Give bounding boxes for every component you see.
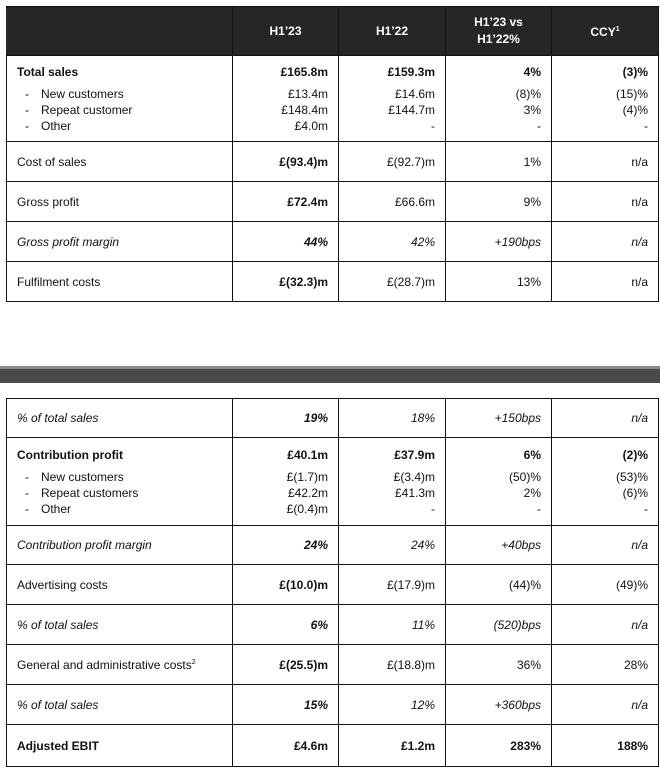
cell-h1-23: 6% [233,605,339,645]
value-sub: - [537,501,541,516]
value-sub: - [431,118,435,133]
cell-h1-22 [339,438,446,526]
cell-vs: +190bps [446,222,552,262]
cell-ccy: n/a [552,605,659,645]
value-total: 4% [523,64,541,79]
cell-h1-23 [233,56,339,142]
financial-summary-table-bottom [6,398,659,767]
header-ccy [552,7,659,56]
cell-h1-23: £(10.0)m [233,565,339,605]
cell-vs [446,438,552,526]
cell-h1-23: £72.4m [233,182,339,222]
value-total: £37.9m [394,447,435,462]
table-row-contribution-profit [7,438,659,526]
table-row-adjusted-ebit [7,725,659,767]
sub-label-other: Other [41,118,72,133]
dash-marker: - [25,485,29,500]
cell-h1-23: 15% [233,685,339,725]
value-total: (3)% [622,64,648,79]
cell-ccy: 28% [552,645,659,685]
value-sub: - [644,118,648,133]
cell-ccy: 188% [552,725,659,767]
row-label [7,645,233,685]
cell-h1-22: 42% [339,222,446,262]
cell-h1-23: 19% [233,399,339,438]
row-label: Cost of sales [7,142,233,182]
value-sub: - [644,501,648,516]
table-row-pct-total-sales [7,399,659,438]
cell-h1-23: £(25.5)m [233,645,339,685]
cell-h1-23: £(32.3)m [233,262,339,302]
cell-h1-22: £(18.8)m [339,645,446,685]
row-label: % of total sales [7,685,233,725]
value-sub: £144.7m [388,102,435,117]
cell-h1-22: 18% [339,399,446,438]
cell-h1-22: £1.2m [339,725,446,767]
value-sub: £14.6m [394,86,435,101]
cell-vs: 13% [446,262,552,302]
cell-h1-22: £(28.7)m [339,262,446,302]
header-vs-line1: H1’23 vs [474,15,523,29]
cell-h1-23: £4.6m [233,725,339,767]
header-blank [7,7,233,56]
value-sub: - [537,118,541,133]
cell-vs: 9% [446,182,552,222]
cell-h1-23: 44% [233,222,339,262]
dash-marker: - [25,86,29,101]
header-h1-23-vs-h1-22 [446,7,552,56]
cell-ccy: n/a [552,685,659,725]
cell-ccy [552,438,659,526]
cell-h1-23 [233,438,339,526]
cell-ccy: n/a [552,526,659,565]
sub-label-new-customers: New customers [41,86,124,101]
table-row-gross-profit-margin [7,222,659,262]
header-vs-line2: H1’22% [477,32,520,46]
table-row-cost-of-sales [7,142,659,182]
value-sub: (6)% [622,485,648,500]
value-total: 6% [523,447,541,462]
header-ccy-label: CCY [590,25,616,39]
dash-marker: - [25,469,29,484]
sub-row-label [17,469,222,485]
cell-vs: +40bps [446,526,552,565]
value-sub: (50)% [508,469,541,484]
value-sub: £13.4m [287,86,328,101]
sub-row-label [17,102,222,118]
cell-ccy: (49)% [552,565,659,605]
dash-marker: - [25,501,29,516]
cell-h1-22: £66.6m [339,182,446,222]
row-label-cell [7,56,233,142]
value-sub: 3% [523,102,541,117]
table-row-general-admin-costs [7,645,659,685]
value-total: £159.3m [387,64,435,79]
header-h1-22: H1’22 [339,7,446,56]
table-row-total-sales [7,56,659,142]
value-total: £165.8m [280,64,328,79]
value-sub: £42.2m [287,485,328,500]
sub-label-repeat-customers: Repeat customers [41,485,139,500]
value-sub: (4)% [622,102,648,117]
row-label: Gross profit margin [7,222,233,262]
row-label: Advertising costs [7,565,233,605]
sub-label-new-customers: New customers [41,469,124,484]
cell-h1-22: 11% [339,605,446,645]
value-sub: (53)% [615,469,648,484]
row-label: Adjusted EBIT [7,725,233,767]
row-label: Contribution profit margin [7,526,233,565]
cell-ccy [552,56,659,142]
table-header-row [7,7,659,56]
cell-ccy: n/a [552,262,659,302]
sub-label-other: Other [41,501,72,516]
footnote-marker: 2 [191,658,196,666]
cell-ccy: n/a [552,142,659,182]
value-sub: £4.0m [294,118,328,133]
value-sub: (15)% [615,86,648,101]
cell-h1-23: 24% [233,526,339,565]
sub-row-label [17,118,222,134]
sub-row-label [17,485,222,501]
sub-row-label [17,86,222,102]
value-sub: - [431,501,435,516]
value-sub: £(0.4)m [286,501,328,516]
cell-h1-22: 24% [339,526,446,565]
header-ccy-footnote: 1 [615,26,620,33]
row-label-contribution-profit: Contribution profit [17,447,123,462]
table-row-pct-total-sales [7,605,659,645]
table-row-contribution-profit-margin [7,526,659,565]
value-total: £40.1m [287,447,328,462]
value-sub: 2% [523,485,541,500]
header-h1-23: H1’23 [233,7,339,56]
table-row-pct-total-sales [7,685,659,725]
cell-h1-23: £(93.4)m [233,142,339,182]
value-sub: £41.3m [394,485,435,500]
cell-vs: 1% [446,142,552,182]
value-sub: £(1.7)m [286,469,328,484]
cell-ccy: n/a [552,182,659,222]
cell-h1-22: £(92.7)m [339,142,446,182]
sub-label-repeat-customer: Repeat customer [41,102,133,117]
cell-vs: 283% [446,725,552,767]
row-label: % of total sales [7,399,233,438]
row-label: Gross profit [7,182,233,222]
financial-summary-table-top [6,6,659,302]
cell-h1-22: £(17.9)m [339,565,446,605]
table-row-fulfilment-costs [7,262,659,302]
row-label: Fulfilment costs [7,262,233,302]
value-sub: £148.4m [281,102,328,117]
cell-vs: (520)bps [446,605,552,645]
cell-h1-22 [339,56,446,142]
sub-row-label [17,501,222,517]
cell-vs: +150bps [446,399,552,438]
dash-marker: - [25,118,29,133]
row-label-text: General and administrative costs [17,657,192,672]
cell-vs: 36% [446,645,552,685]
cell-ccy: n/a [552,222,659,262]
table-row-advertising-costs [7,565,659,605]
page-break-band [0,366,660,383]
row-label: % of total sales [7,605,233,645]
dash-marker: - [25,102,29,117]
value-sub: (8)% [515,86,541,101]
row-label-cell [7,438,233,526]
cell-vs: +360bps [446,685,552,725]
cell-h1-22: 12% [339,685,446,725]
value-total: (2)% [622,447,648,462]
cell-vs [446,56,552,142]
cell-vs: (44)% [446,565,552,605]
cell-ccy: n/a [552,399,659,438]
table-row-gross-profit [7,182,659,222]
value-sub: £(3.4)m [393,469,435,484]
row-label-total-sales: Total sales [17,64,79,79]
